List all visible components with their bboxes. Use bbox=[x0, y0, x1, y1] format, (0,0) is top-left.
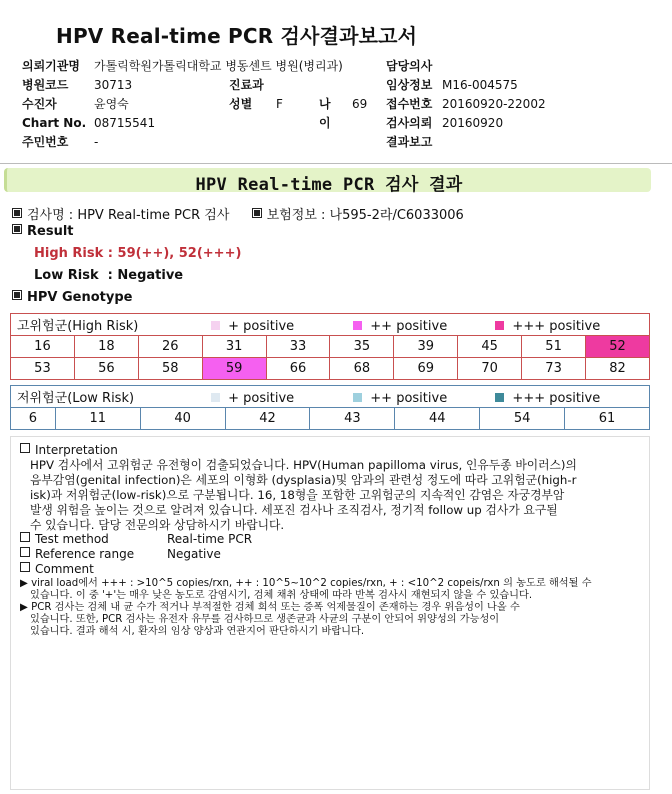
test-method-row bbox=[20, 532, 252, 547]
bullet-square-icon bbox=[12, 290, 22, 300]
interpretation-line: 음부감염(genital infection)은 세포의 이형화 (dysplasia)및 암과의 관련성 정도에 따라 고위험군(high-r bbox=[30, 473, 577, 487]
genotype-cell: 16 bbox=[11, 336, 75, 358]
bullet-square-icon bbox=[12, 208, 22, 218]
bullet-square-icon bbox=[12, 224, 22, 234]
reception-label: 접수번호 bbox=[386, 97, 433, 111]
result-heading: Result bbox=[27, 224, 74, 239]
genotype-cell: 18 bbox=[74, 336, 138, 358]
genotype-cell: 58 bbox=[138, 358, 202, 380]
comment-heading-row bbox=[20, 562, 94, 577]
low-risk-title: 저위험군(Low Risk) bbox=[17, 391, 135, 406]
interpretation-line: isk)과 저위험군(low-risk)으로 구분됩니다. 16, 18형을 포함한 고위험군의 지속적인 감염은 자궁경부암 bbox=[30, 488, 565, 502]
resident-label: 주민번호 bbox=[22, 135, 69, 149]
department-block bbox=[229, 76, 264, 95]
test-name: 검사명 : HPV Real-time PCR 검사 bbox=[27, 208, 230, 223]
hospital-code-value: 30713 bbox=[94, 78, 133, 92]
genotype-cell: 73 bbox=[522, 358, 586, 380]
department-label: 진료과 bbox=[229, 78, 264, 92]
sex-age-block bbox=[229, 95, 368, 130]
checkbox-icon bbox=[20, 547, 30, 557]
reference-row bbox=[20, 547, 221, 562]
header-left bbox=[22, 57, 343, 152]
low-risk-row bbox=[11, 408, 650, 430]
request-date-value: 20160920 bbox=[442, 116, 504, 130]
subject-label: 수진자 bbox=[22, 97, 57, 111]
genotype-cell: 35 bbox=[330, 336, 394, 358]
chart-label: Chart No. bbox=[22, 116, 87, 130]
genotype-cell: 26 bbox=[138, 336, 202, 358]
plus-legend-swatch bbox=[211, 393, 220, 402]
interpretation-line: HPV 검사에서 고위험군 유전형이 검출되었습니다. HPV(Human papilloma virus, 인유두종 바이러스)의 bbox=[30, 458, 577, 472]
test-info-line bbox=[12, 204, 464, 223]
age-label: 나이 bbox=[319, 97, 331, 130]
genotype-cell: 56 bbox=[74, 358, 138, 380]
genotype-cell: 54 bbox=[480, 408, 565, 430]
high-risk-row-1 bbox=[11, 336, 650, 358]
comment-line: 있습니다. 또한, PCR 검사는 유전자 유무를 검사하므로 생존균과 사균의 구분이 안되어 위양성의 가능성이 bbox=[30, 614, 500, 625]
reference-value: Negative bbox=[167, 547, 221, 561]
comment-line: ▶ viral load에서 +++ : >10^5 copies/rxn, ++ : 10^5~10^2 copies/rxn, + : <10^2 copeis/rxn 의 농도로 해석될 수 bbox=[20, 578, 592, 589]
genotype-cell: 43 bbox=[310, 408, 395, 430]
report-title: HPV Real-time PCR 검사결과보고서 bbox=[56, 24, 418, 48]
institution-value: 가톨릭학원가톨릭대학교 병동센트 병원(병리과) bbox=[94, 59, 343, 73]
banner-title: HPV Real-time PCR 검사 결과 bbox=[195, 175, 463, 195]
high-legend-plus: + positive bbox=[228, 319, 295, 334]
plusplus-legend-swatch bbox=[353, 393, 362, 402]
genotype-cell: 42 bbox=[225, 408, 310, 430]
genotype-cell: 45 bbox=[458, 336, 522, 358]
high-risk-result: High Risk : 59(++), 52(+++) bbox=[34, 246, 242, 261]
reference-label: Reference range bbox=[35, 547, 135, 561]
genotype-cell: 53 bbox=[11, 358, 75, 380]
clinical-info-value: M16-004575 bbox=[442, 78, 518, 92]
plusplusplus-legend-swatch bbox=[495, 393, 504, 402]
high-risk-title: 고위험군(High Risk) bbox=[17, 319, 139, 334]
genotype-cell: 69 bbox=[394, 358, 458, 380]
plusplus-legend-swatch bbox=[353, 321, 362, 330]
genotype-cell: 39 bbox=[394, 336, 458, 358]
low-risk-table bbox=[10, 385, 650, 430]
test-method-label: Test method bbox=[35, 532, 109, 546]
age-value: 69 bbox=[352, 97, 368, 111]
genotype-cell-positive: 52 bbox=[586, 336, 650, 358]
genotype-cell: 70 bbox=[458, 358, 522, 380]
low-legend-plus: + positive bbox=[228, 391, 295, 406]
hospital-code-label: 병원코드 bbox=[22, 78, 69, 92]
genotype-cell: 11 bbox=[55, 408, 140, 430]
interpretation-line: 수 있습니다. 담당 전문의와 상담하시기 바랍니다. bbox=[30, 518, 285, 532]
comment-heading: Comment bbox=[35, 562, 94, 576]
report-label: 결과보고 bbox=[386, 135, 433, 149]
test-method-value: Real-time PCR bbox=[167, 532, 253, 546]
header-divider bbox=[0, 163, 672, 164]
interpretation-text bbox=[30, 458, 642, 533]
sex-value: F bbox=[276, 97, 283, 111]
genotype-cell: 68 bbox=[330, 358, 394, 380]
request-date-label: 검사의뢰 bbox=[386, 116, 433, 130]
result-banner bbox=[4, 168, 651, 195]
interpretation-heading-row bbox=[20, 443, 118, 458]
comment-line: 있습니다. 이 중 '+'는 매우 낮은 농도로 감염시기, 검체 채취 상태에 따라 반복 검사시 재현되지 않을 수 있습니다. bbox=[30, 590, 533, 601]
checkbox-icon bbox=[20, 443, 30, 453]
genotype-cell: 6 bbox=[11, 408, 56, 430]
header-right bbox=[386, 57, 546, 152]
plusplusplus-legend-swatch bbox=[495, 321, 504, 330]
interpretation-line: 발생 위험을 높이는 것으로 알려져 있습니다. 세포진 검사나 조직검사, 정기적 follow up 검사가 요구될 bbox=[30, 503, 558, 517]
resident-value: - bbox=[94, 135, 99, 149]
interpretation-heading: Interpretation bbox=[35, 443, 118, 457]
subject-value: 윤영숙 bbox=[94, 97, 129, 111]
genotype-cell: 51 bbox=[522, 336, 586, 358]
sex-label: 성별 bbox=[229, 97, 253, 111]
result-heading-row bbox=[12, 224, 74, 239]
high-risk-header-row bbox=[11, 314, 650, 336]
genotype-heading-row bbox=[12, 290, 132, 305]
genotype-cell: 82 bbox=[586, 358, 650, 380]
bullet-square-icon bbox=[252, 208, 262, 218]
plus-legend-swatch bbox=[211, 321, 220, 330]
reception-value: 20160920-22002 bbox=[442, 97, 546, 111]
genotype-cell: 31 bbox=[202, 336, 266, 358]
genotype-cell: 44 bbox=[395, 408, 480, 430]
comment-text bbox=[20, 578, 650, 638]
comment-line: ▶ PCR 검사는 검체 내 균 수가 적거나 부적절한 검체 희석 또는 증폭 억제물질이 존재하는 경우 위음성이 나올 수 bbox=[20, 602, 520, 613]
high-legend-plusplus: ++ positive bbox=[370, 319, 448, 334]
institution-label: 의뢰기관명 bbox=[22, 59, 80, 73]
genotype-cell-positive: 59 bbox=[202, 358, 266, 380]
checkbox-icon bbox=[20, 562, 30, 572]
genotype-cell: 66 bbox=[266, 358, 330, 380]
clinical-info-label: 임상정보 bbox=[386, 78, 433, 92]
genotype-cell: 61 bbox=[565, 408, 650, 430]
chart-value: 08715541 bbox=[94, 116, 156, 130]
genotype-heading: HPV Genotype bbox=[27, 290, 133, 305]
doctor-label: 담당의사 bbox=[386, 59, 433, 73]
high-legend-plusplusplus: +++ positive bbox=[512, 319, 601, 334]
high-risk-row-2 bbox=[11, 358, 650, 380]
low-risk-header-row bbox=[11, 386, 650, 408]
comment-line: 있습니다. 결과 해석 시, 환자의 임상 양상과 연관지어 판단하시기 바랍니다. bbox=[30, 626, 365, 637]
low-legend-plusplusplus: +++ positive bbox=[512, 391, 601, 406]
checkbox-icon bbox=[20, 532, 30, 542]
low-risk-result: Low Risk : Negative bbox=[34, 268, 184, 283]
genotype-cell: 40 bbox=[140, 408, 225, 430]
high-risk-table bbox=[10, 313, 650, 380]
genotype-cell: 33 bbox=[266, 336, 330, 358]
insurance-info: 보험정보 : 나595-2라/C6033006 bbox=[266, 208, 464, 223]
low-legend-plusplus: ++ positive bbox=[370, 391, 448, 406]
